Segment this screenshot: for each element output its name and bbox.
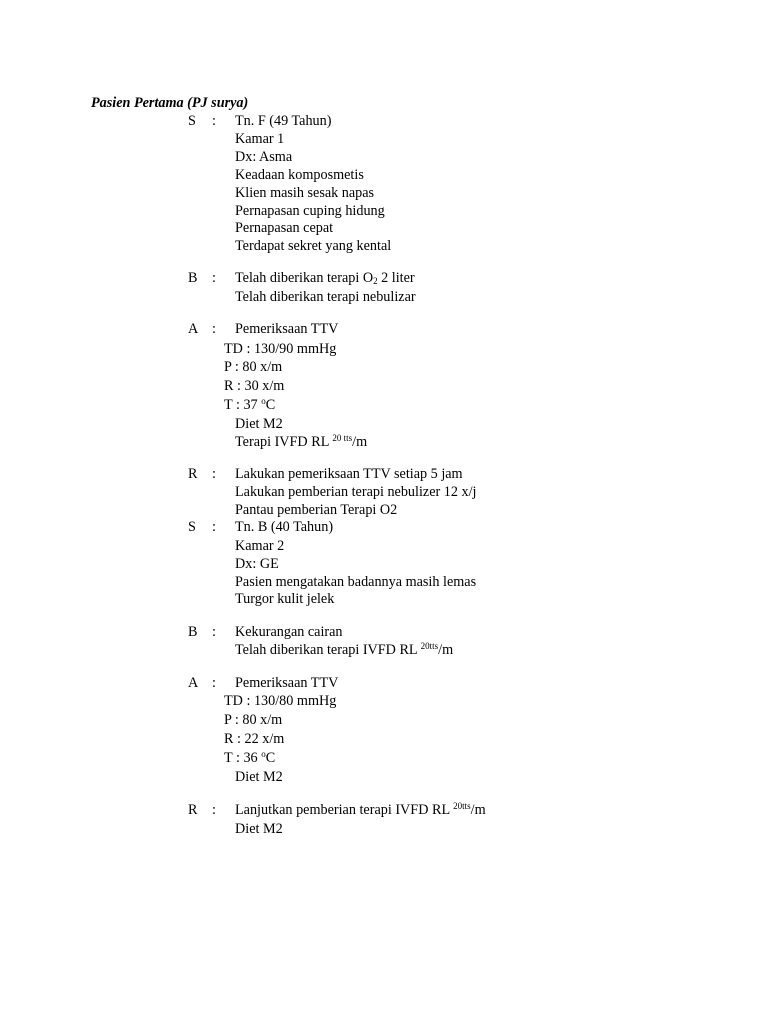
p2-a-diet: Diet M2 [235,769,283,785]
p1-s-line: Klien masih sesak napas [235,185,375,201]
p2-b-line: Kekurangan cairan [235,624,343,640]
p1-temp-value: T : 37 [224,397,262,413]
p1-s-label: S [188,113,196,129]
p1-a-label: A [188,321,199,337]
p2-ivfd-unit: /m [438,642,454,658]
p2-ivfd-rate: 20tts [420,641,439,651]
p1-s-colon: : [212,113,216,129]
p2-s-line: Tn. B (40 Tahun) [235,519,334,535]
p1-ivfd-rate: 20 tts [332,433,353,443]
p1-temp-degree: o [261,396,266,406]
p2-b-label: B [188,624,198,640]
p2-temp-unit: C [265,750,276,766]
p2-a-pulse: P : 80 x/m [224,712,283,728]
p1-b-text: Telah diberikan terapi O [235,270,374,286]
p2-a-colon: : [212,675,216,691]
p1-b-line: Telah diberikan terapi nebulizar [235,289,416,305]
p1-r-colon: : [212,466,216,482]
p1-r-line: Pantau pemberian Terapi O2 [235,502,398,518]
p2-r-colon: : [212,802,216,818]
p1-b-colon: : [212,270,216,286]
p1-a-td: TD : 130/90 mmHg [224,341,337,357]
p1-a-temp [224,396,275,414]
p1-b-label: B [188,270,198,286]
p1-r-label: R [188,466,198,482]
p2-a-heading: Pemeriksaan TTV [235,675,339,691]
p2-r-unit: /m [470,802,486,818]
p1-a-ivfd [235,433,367,451]
p1-r-line: Lakukan pemeriksaan TTV setiap 5 jam [235,466,463,482]
p2-s-colon: : [212,519,216,535]
p2-temp-degree: o [261,749,266,759]
p2-s-label: S [188,519,196,535]
p2-a-temp [224,749,275,767]
p1-a-pulse: P : 80 x/m [224,359,283,375]
p1-s-line: Dx: Asma [235,149,293,165]
p2-s-line: Turgor kulit jelek [235,591,335,607]
p2-b-colon: : [212,624,216,640]
p1-s-line: Keadaan komposmetis [235,167,364,183]
document-title: Pasien Pertama (PJ surya) [91,95,249,111]
p1-b-text-end: 2 liter [377,270,415,286]
p1-s-line: Terdapat sekret yang kental [235,238,392,254]
p1-ivfd-text: Terapi IVFD RL [235,434,333,450]
p1-s-line: Tn. F (49 Tahun) [235,113,332,129]
p1-ivfd-unit: /m [352,434,368,450]
p1-a-heading: Pemeriksaan TTV [235,321,339,337]
p1-s-line: Pernapasan cepat [235,220,334,236]
p2-s-line: Dx: GE [235,556,279,572]
p1-s-line: Pernapasan cuping hidung [235,203,385,219]
p1-s-line: Kamar 1 [235,131,285,147]
p1-a-resp: R : 30 x/m [224,378,285,394]
p1-b-line [235,269,415,287]
p2-s-line: Pasien mengatakan badannya masih lemas [235,574,477,590]
p2-r-rate: 20tts [453,801,471,811]
p2-a-resp: R : 22 x/m [224,731,285,747]
p2-r-text: Lanjutkan pemberian terapi IVFD RL [235,802,454,818]
p2-s-line: Kamar 2 [235,538,285,554]
p2-b-line [235,641,453,659]
p1-a-diet: Diet M2 [235,416,283,432]
p1-r-line: Lakukan pemberian terapi nebulizer 12 x/j [235,484,477,500]
p1-temp-unit: C [265,397,276,413]
p2-ivfd-text: Telah diberikan terapi IVFD RL [235,642,421,658]
p2-r-line [235,801,486,819]
p2-temp-value: T : 36 [224,750,262,766]
p2-a-td: TD : 130/80 mmHg [224,693,337,709]
p1-b-subscript: 2 [373,276,378,286]
p2-r-label: R [188,802,198,818]
p2-a-label: A [188,675,199,691]
p2-r-line: Diet M2 [235,821,283,837]
p1-a-colon: : [212,321,216,337]
